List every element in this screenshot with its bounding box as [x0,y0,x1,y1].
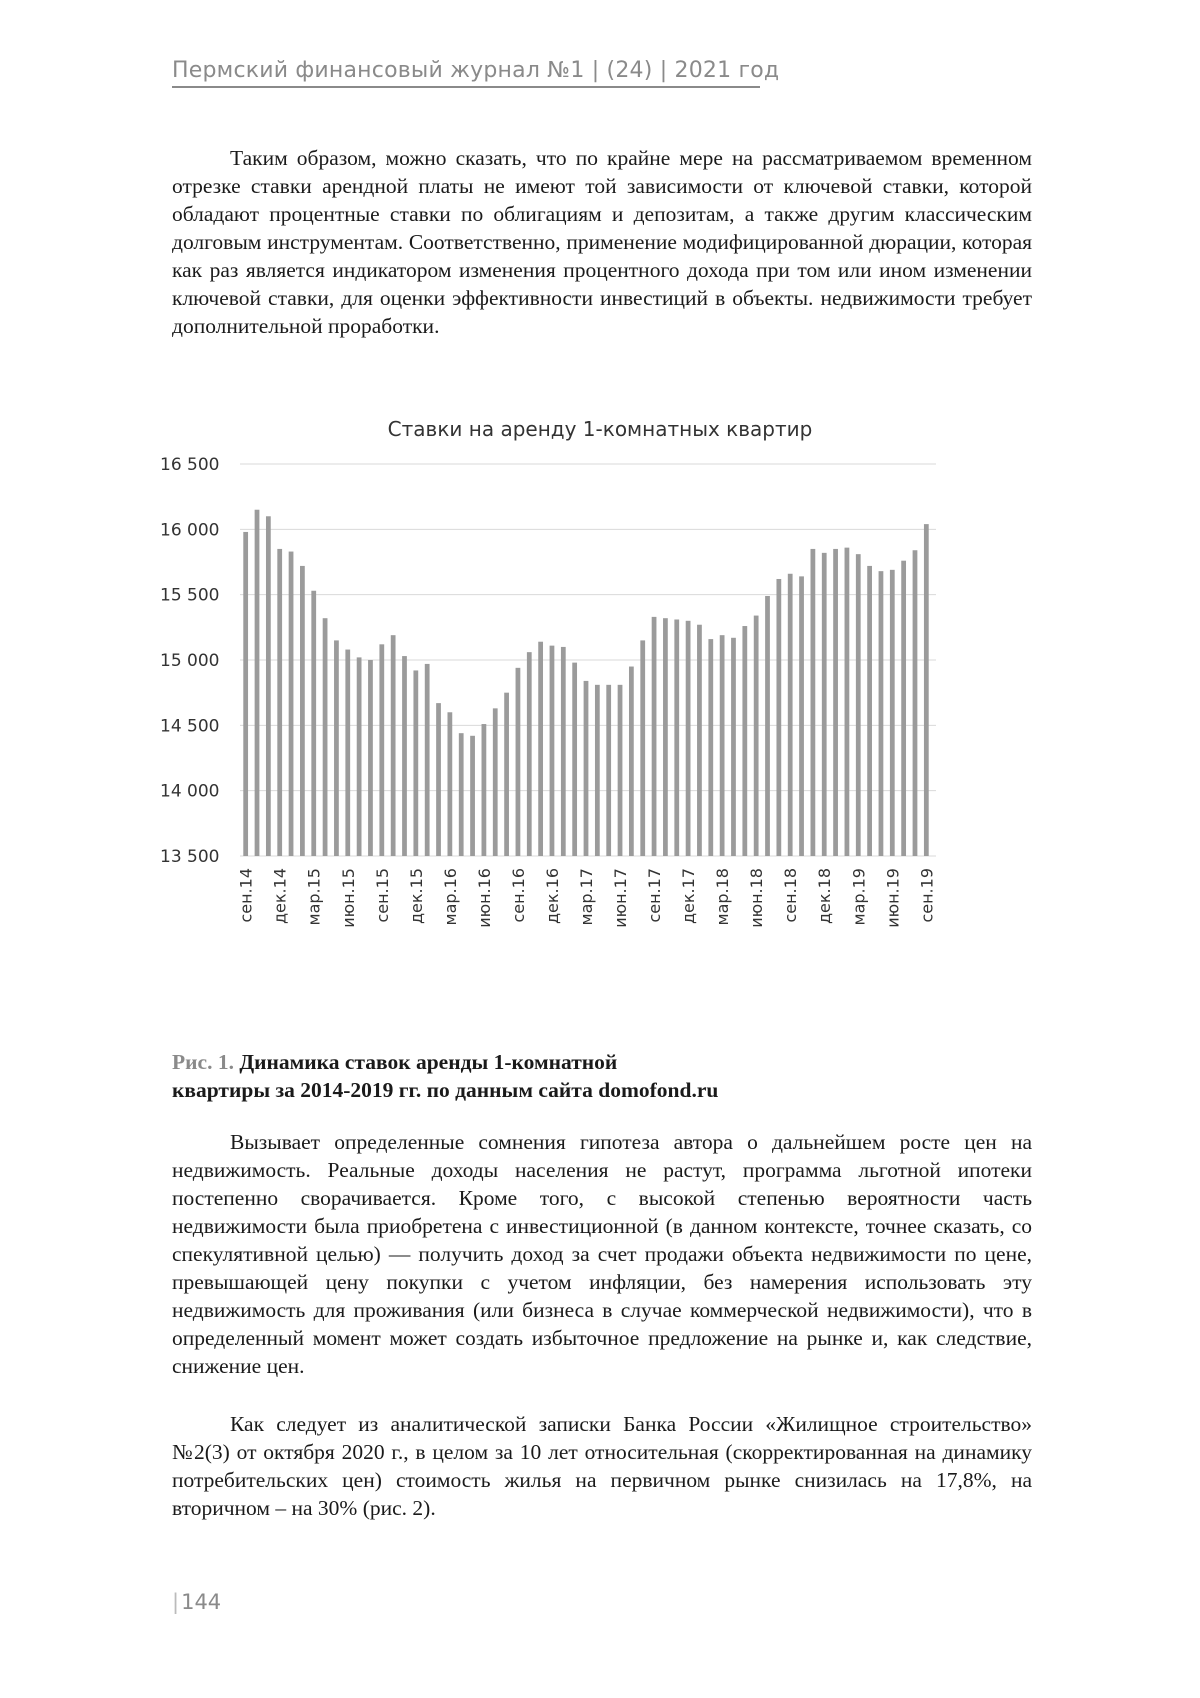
bar [720,635,725,856]
bar [266,516,271,856]
bar [606,685,611,856]
chart-svg [160,408,1040,1048]
bar [357,657,362,856]
bar [901,561,906,856]
x-tick-label: дек.18 [815,868,835,925]
x-tick-label: мар.19 [849,868,869,926]
figure-label: Рис. 1. [172,1050,234,1074]
x-tick-label: сен.14 [236,868,256,923]
bar [436,703,441,856]
bar [402,656,407,856]
y-tick-label: 16 500 [160,455,220,475]
x-tick-label: дек.14 [270,868,290,925]
bar [924,524,929,856]
x-tick-label: июн.16 [474,868,494,928]
x-tick-label: июн.18 [747,868,767,928]
bar [640,640,645,856]
bar [652,617,657,856]
bar [345,650,350,856]
x-axis [237,868,937,928]
x-tick-label: сен.17 [645,868,665,923]
bar [482,724,487,856]
bar [754,616,759,856]
paragraph-1: Таким образом, можно сказать, что по крайне мере на рассматриваемом временном отрезке ставки арендной платы не имеют той зависимости от ключевой ставки, которой обладают процентные ставки по облигациям и депозитам, а также другим классическим долговым инструментам. Соответственно, применение модифицированной дюрации, которая как раз является индикатором изменения процентного дохода при том или ином изменении ключевой ставки, для оценки эффективности инвестиций в объекты. недвижимости требует дополнительной проработки. [172,146,1032,338]
x-tick-label: июн.15 [338,868,358,928]
bar [493,708,498,856]
bar [255,510,260,856]
bar [618,685,623,856]
figure-caption [172,1048,1032,1104]
figure-caption-line-2: квартиры за 2014-2019 гг. по данным сайта domofond.ru [172,1078,719,1102]
bar [323,618,328,856]
bar [584,681,589,856]
bar [368,660,373,856]
chart-bars [243,510,928,856]
x-tick-label: дек.16 [542,868,562,925]
page-number [172,1590,221,1614]
bar [470,736,475,856]
x-tick-label: сен.18 [781,868,801,923]
bar [776,579,781,856]
bar [538,642,543,856]
y-tick-label: 16 000 [160,520,220,541]
y-tick-label: 14 500 [160,716,220,737]
x-tick-label: июн.19 [883,868,903,928]
bar [913,550,918,856]
bar [300,566,305,856]
bar [629,667,634,856]
x-tick-label: сен.15 [372,868,392,923]
bar [527,652,532,856]
bar [447,712,452,856]
bar [459,733,464,856]
paragraph-3: Как следует из аналитической записки Банка России «Жилищное строительство» №2(3) от октября 2020 г., в целом за 10 лет относительная (скорректированная на динамику потребительских цен) стоимость жилья на первичном рынке снизилась на 17,8%, на вторичном – на 30% (рис. 2). [172,1412,1032,1520]
bar [391,635,396,856]
bar [788,574,793,856]
bar [856,554,861,856]
y-tick-label: 14 000 [160,781,220,802]
bar [504,693,509,856]
bar [550,646,555,856]
y-axis [160,455,219,867]
x-tick-label: сен.16 [508,868,528,923]
bar [334,640,339,856]
x-tick-label: июн.17 [611,868,631,928]
y-tick-label: 13 500 [160,847,220,867]
bar [845,548,850,856]
x-tick-label: мар.18 [713,868,733,926]
bar [742,626,747,856]
page-number-value: 144 [181,1590,222,1614]
bar [879,571,884,856]
bar [697,625,702,856]
bar [516,668,521,856]
page-number-divider: | [172,1590,180,1614]
bar [311,591,316,856]
bar [799,576,804,856]
bar [561,647,566,856]
bar [686,621,691,856]
y-tick-label: 15 500 [160,585,220,606]
bar [833,549,838,856]
bar [379,644,384,856]
bar [822,553,827,856]
chart-title: Ставки на аренду 1-комнатных квартир [387,417,813,441]
y-tick-label: 15 000 [160,651,220,671]
bar [765,596,770,856]
rent-rates-chart [160,408,1040,1048]
x-tick-label: сен.19 [917,868,937,923]
bar [731,638,736,856]
x-tick-label: мар.15 [304,868,324,926]
bar [572,663,577,856]
bar [425,664,430,856]
x-tick-label: мар.16 [440,868,460,926]
bar [595,685,600,856]
running-header: Пермский финансовый журнал №1 | (24) | 2021 год [172,58,760,88]
figure-caption-line-1: Динамика ставок аренды 1-комнатной [239,1050,618,1074]
bar [811,549,816,856]
bar [708,639,713,856]
bar [674,619,679,856]
bar [867,566,872,856]
bar [663,618,668,856]
x-tick-label: мар.17 [577,868,596,926]
paragraph-2: Вызывает определенные сомнения гипотеза автора о дальнейшем росте цен на недвижимость. Реальные доходы населения не растут, программа льготной ипотеки постепенно сворачивается. Кроме того, с высокой степенью вероятности часть недвижимости была приобретена с инвестиционной (в данном контексте, точнее сказать, со спекулятивной целью) — получить доход за счет продажи объекта недвижимости по цене, превышающей цену покупки с учетом инфляции, без намерения использовать эту недвижимость для проживания (или бизнеса в случае коммерческой недвижимости), что в определенный момент может создать избыточное предложение на рынке и, как следствие, снижение цен. [172,1130,1032,1378]
bar [289,552,294,856]
bar [890,570,895,856]
x-tick-label: дек.17 [679,868,699,925]
bar [277,549,282,856]
bar [243,532,248,856]
x-tick-label: дек.15 [406,868,426,925]
bar [413,670,418,856]
